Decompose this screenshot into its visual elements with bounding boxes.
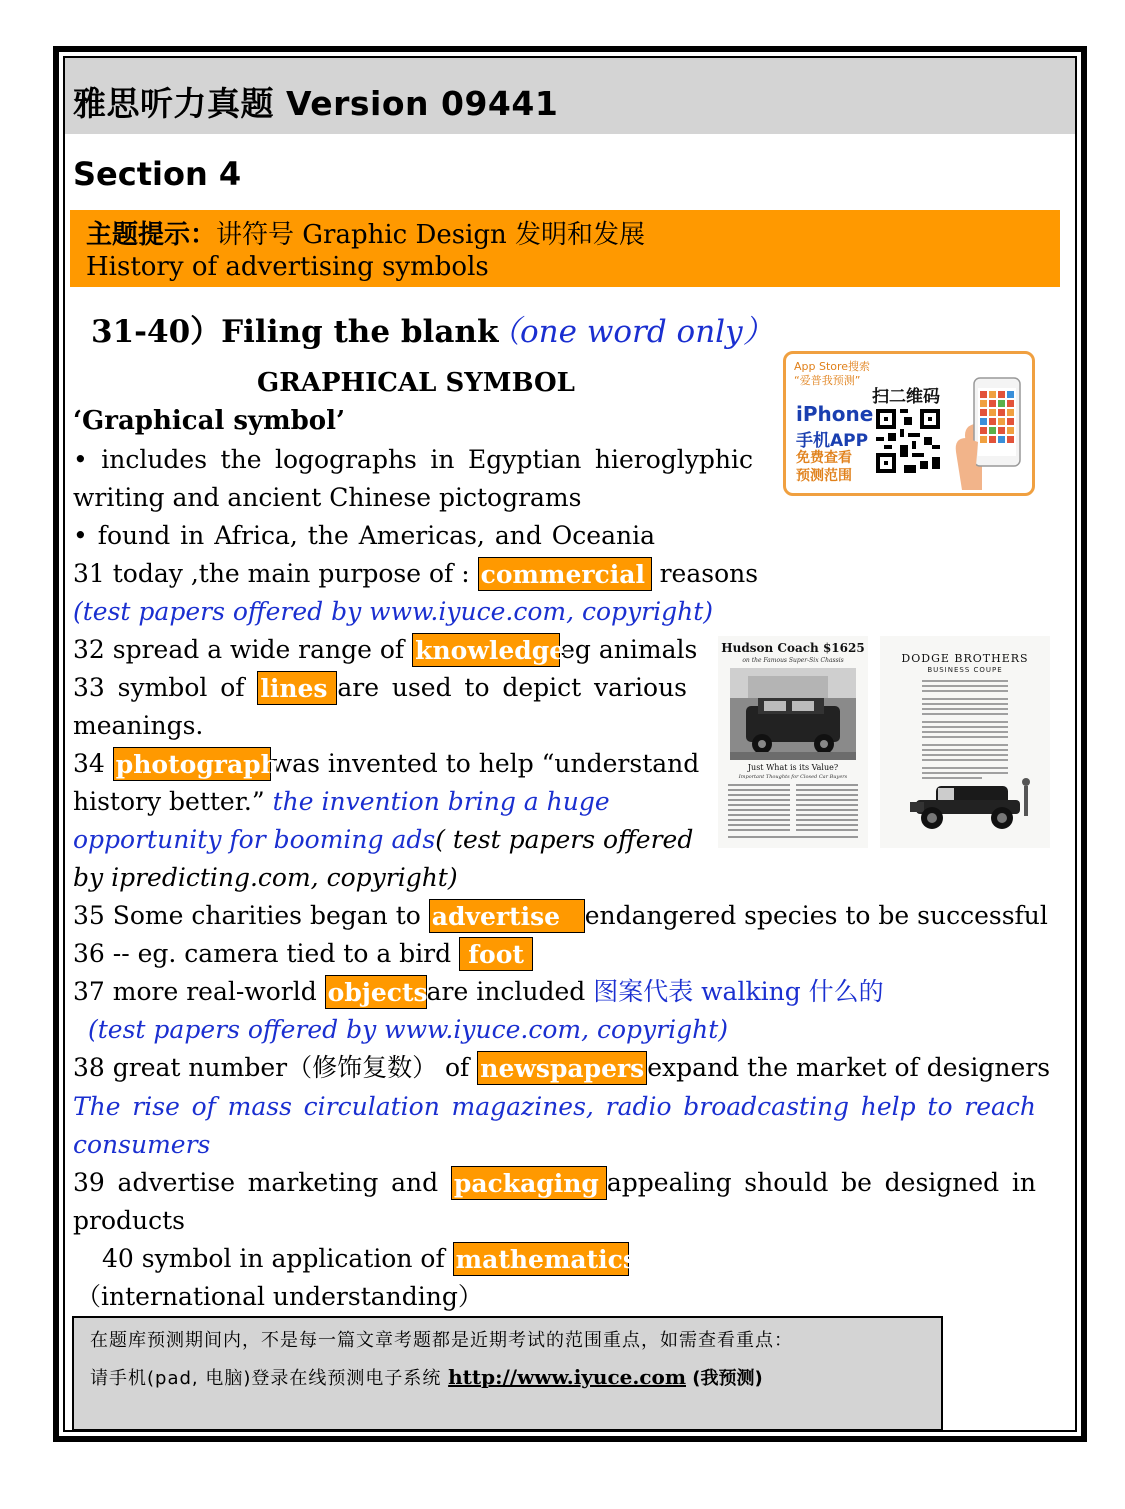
answer-33: lines — [257, 671, 337, 705]
topic-line-2: History of advertising symbols — [86, 252, 489, 282]
footer-link[interactable]: http://www.iyuce.com — [448, 1365, 686, 1389]
question-title — [91, 306, 774, 351]
bullet-2: • found in Africa, the Americas, and Oceania — [73, 521, 655, 550]
answer-34: photograph — [113, 747, 271, 781]
copyright-note-1: (test papers offered by www.iyuce.com, copyright) — [73, 597, 714, 626]
hudson-ad-caption-2: Important Thoughts for Closed Car Buyers — [738, 774, 848, 780]
qr-code-icon — [876, 409, 940, 473]
question-34-line-3: opportunity for booming ads( test papers offered — [73, 825, 694, 854]
question-39-line-1: 39 advertise marketing and packaging appealing should be designed in — [73, 1164, 1036, 1202]
question-38-line-2: The rise of mass circulation magazines, radio broadcasting help to reach — [73, 1092, 1036, 1121]
section-heading: Section 4 — [73, 155, 242, 193]
answer-32: knowledge — [412, 633, 560, 667]
answer-37: objects — [325, 975, 427, 1009]
question-34-line-2: history better.” the invention bring a huge — [73, 787, 610, 816]
question-40-line-1: 40 symbol in application of mathematics — [102, 1240, 629, 1278]
question-38-line-1: 38 great number（修饰复数） of newspapers expand the market of designers — [73, 1049, 1050, 1087]
dodge-ad-title: DODGE BROTHERS — [901, 652, 1029, 665]
page-title: 雅思听力真题 Version 09441 — [73, 84, 559, 123]
dodge-ad-subtitle: BUSINESS COUPE — [927, 666, 1003, 674]
footer-line-2: 请手机(pad, 电脑)登录在线预测电子系统 http://www.iyuce.com (我预测) — [90, 1365, 763, 1389]
hudson-coach-ad-image — [718, 636, 868, 848]
answer-31: commercial — [478, 557, 652, 591]
question-39-line-2: products — [73, 1206, 185, 1235]
ad-iphone-text: iPhone — [796, 402, 874, 426]
question-36: 36 -- eg. camera tied to a bird foot — [73, 935, 533, 973]
question-range: 31-40）Filing the blank — [91, 314, 499, 350]
app-ad[interactable] — [783, 351, 1035, 496]
bullet-1-line-1: • includes the logographs in Egyptian hieroglyphic — [73, 445, 753, 474]
topic-banner — [70, 210, 1060, 287]
ad-free-text: 免费查看 预测范围 — [796, 450, 852, 484]
dodge-brothers-ad-image — [880, 636, 1050, 848]
bullet-1-line-2: writing and ancient Chinese pictograms — [73, 483, 582, 512]
question-33-line-1: 33 symbol of lines are used to depict various — [73, 669, 687, 707]
question-38-line-3: consumers — [73, 1130, 211, 1159]
topic-label: 主题提示： — [86, 220, 217, 250]
question-33-line-2: meanings. — [73, 711, 204, 740]
phone-hand-icon — [952, 372, 1026, 490]
notes-subheading: ‘Graphical symbol’ — [73, 406, 346, 436]
ad-appstore-text: App Store搜索 “爱普我预测” — [794, 360, 871, 387]
question-40-line-2: （international understanding） — [76, 1282, 483, 1311]
hudson-ad-title: Hudson Coach $1625 — [721, 641, 865, 655]
answer-35: advertise — [429, 899, 585, 933]
answer-40: mathematics — [453, 1242, 629, 1276]
question-31: 31 today ,the main purpose of : commercial reasons — [73, 555, 758, 593]
answer-36: foot — [459, 937, 533, 971]
ad-scan-text: 扫二维码 — [872, 387, 940, 407]
hudson-ad-caption: Just What is its Value? — [747, 763, 839, 772]
ad-app-text: 手机APP — [796, 431, 869, 451]
question-32: 32 spread a wide range of knowledgeeg animals — [73, 631, 697, 669]
question-34-line-1: 34 photographwas invented to help “understand — [73, 745, 699, 783]
topic-line-1 — [86, 214, 645, 251]
question-37-note: 图案代表 walking 什么的 — [593, 977, 884, 1006]
question-37: 37 more real-world objectsare included 图案代表 walking 什么的 — [73, 973, 884, 1011]
question-hint: （one word only） — [489, 314, 774, 350]
question-34-line-4: by ipredicting.com, copyright) — [73, 863, 458, 892]
footer-box — [72, 1316, 943, 1431]
copyright-note-2: (test papers offered by www.iyuce.com, copyright) — [88, 1015, 729, 1044]
answer-39: packaging — [451, 1166, 607, 1200]
question-35: 35 Some charities began to advertise endangered species to be successful — [73, 897, 1048, 935]
notes-heading: GRAPHICAL SYMBOL — [257, 368, 575, 398]
hudson-ad-subtitle: on the Famous Super-Six Chassis — [742, 657, 844, 664]
footer-line-1: 在题库预测期间内，不是每一篇文章考题都是近期考试的范围重点，如需查看重点： — [90, 1330, 793, 1351]
answer-38: newspapers — [477, 1051, 647, 1085]
topic-text: 讲符号 Graphic Design 发明和发展 — [216, 220, 646, 250]
